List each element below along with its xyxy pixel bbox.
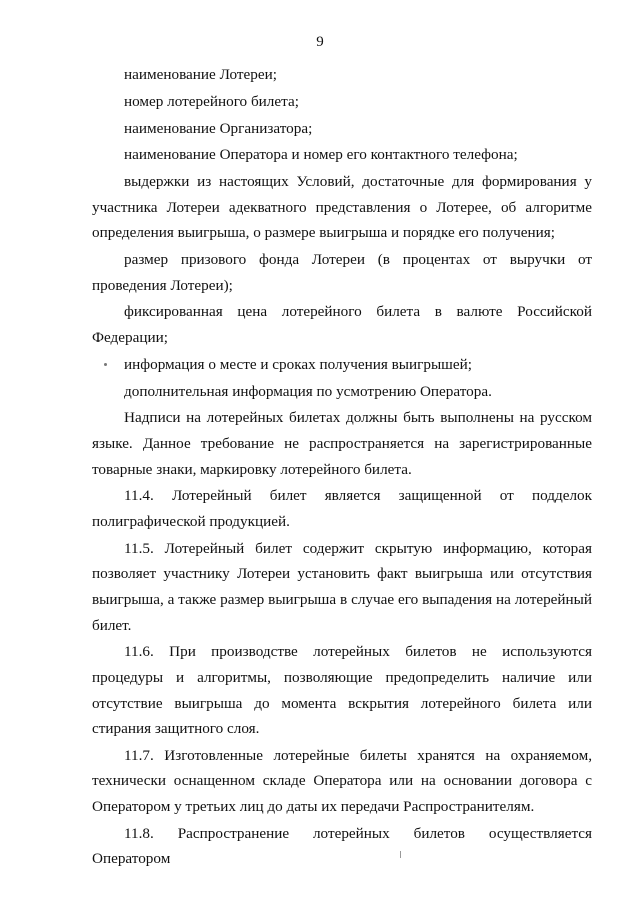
paragraph-lottery-name: наименование Лотереи; [124, 66, 277, 83]
paragraph-additional-info: дополнительная информация по усмотрению Оператора. [124, 382, 492, 400]
paragraph-operator-name: наименование Оператора и номер его контактного телефона; [124, 146, 518, 164]
scan-artifact-tick [400, 851, 401, 858]
paragraph-inscriptions: Надписи на лотерейных билетах должны быть выполнены на русском языке. Данное требование не распространяется на зарегистрированные товарные знаки, маркировку лотерейного билета. [92, 409, 592, 478]
paragraph-conditions-excerpt: выдержки из настоящих Условий, достаточные для формирования у участника Лотереи адекватного представления о Лотерее, об алгоритме определения выигрыша, о размере выигрыша и порядке его получения; [92, 173, 592, 242]
paragraph-11-6: 11.6. При производстве лотерейных билетов не используются процедуры и алгоритмы, позволяющие предопределить наличие или отсутствие выигрыша до момента вскрытия лотерейного билета или стирания защитного слоя. [92, 643, 592, 738]
paragraph-prize-info: информация о месте и сроках получения выигрышей; [124, 355, 472, 373]
paragraph-fixed-price: фиксированная цена лотерейного билета в валюте Российской Федерации; [92, 303, 592, 347]
paragraph-11-7: 11.7. Изготовленные лотерейные билеты хранятся на охраняемом, технически оснащенном складе Оператора или на основании договора с Оператором у третьих лиц до даты их передачи Распространителям. [92, 746, 592, 816]
paragraph-ticket-number: номер лотерейного билета; [124, 92, 299, 110]
paragraph-organizer-name: наименование Организатора; [124, 119, 313, 137]
scan-artifact-dot [104, 363, 107, 366]
paragraph-11-8: 11.8. Распространение лотерейных билетов осуществляется Оператором [92, 824, 592, 868]
document-body [92, 62, 592, 872]
paragraph-11-5: 11.5. Лотерейный билет содержит скрытую информацию, которая позволяет участнику Лотереи установить факт выигрыша или отсутствия выигрыша, а также размер выигрыша в случае его выпадения на лотерейный билет. [92, 539, 592, 634]
paragraph-11-4: 11.4. Лотерейный билет является защищенной от подделок полиграфической продукцией. [92, 487, 592, 530]
page-number: 9 [316, 34, 324, 50]
paragraph-prize-fund: размер призового фонда Лотереи (в процентах от выручки от проведения Лотереи); [92, 251, 592, 294]
